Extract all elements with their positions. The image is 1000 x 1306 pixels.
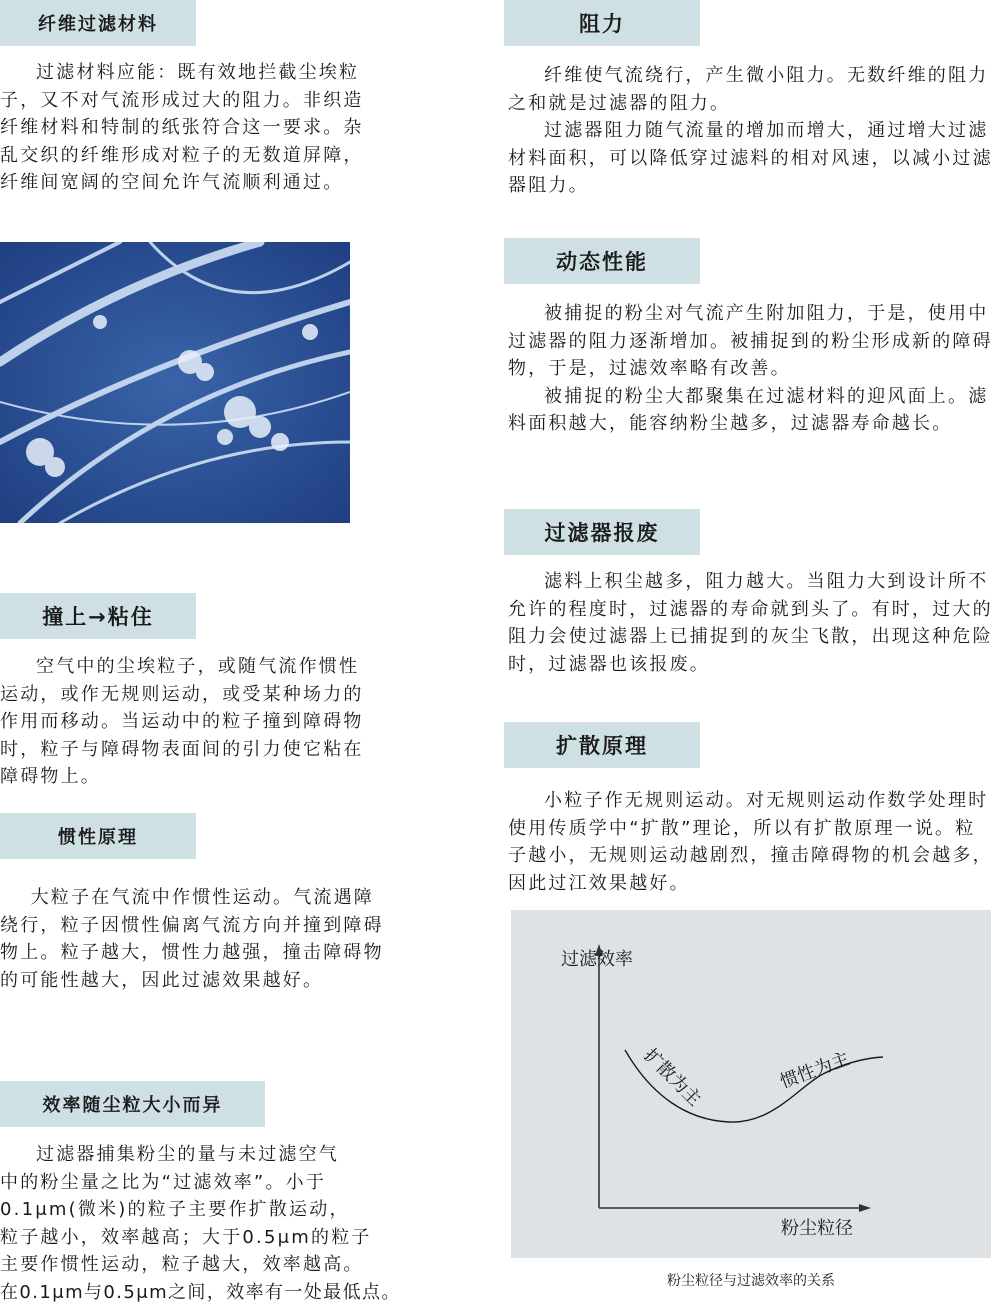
- paragraph: 小粒子作无规则运动。对无规则运动作数学处理时使用传质学中“扩散”理论，所以有扩散原理一说。粒子越小，无规则运动越剧烈，撞击障碍物的机会越多，因此过江效果越好。: [508, 787, 994, 897]
- section-title-impact: 撞上→粘住: [0, 593, 196, 639]
- text-line: 障碍物上。: [0, 763, 440, 791]
- paragraph: 过滤器阻力随气流量的增加而增大，通过增大过滤材料面积，可以降低穿过滤料的相对风速，以减小过滤器阻力。: [508, 117, 994, 200]
- efficiency-chart: [511, 910, 991, 1258]
- text-line: 绕行，粒子因惯性偏离气流方向并撞到障碍: [0, 912, 450, 940]
- annotation-diffusion: 扩散为主: [639, 1045, 705, 1111]
- annotation-inertia: 惯性为主: [778, 1048, 853, 1092]
- section-title-filter-material: 纤维过滤材料: [0, 0, 196, 46]
- efficiency-text: [0, 1141, 470, 1306]
- x-axis-label: 粉尘粒径: [781, 1218, 853, 1239]
- text-line: 0.1μm(微米)的粒子主要作扩散运动，: [0, 1196, 470, 1224]
- text-line: 主要作惯性运动，粒子越大，效率越高。: [0, 1251, 470, 1279]
- text-line: 过滤材料应能：既有效地拦截尘埃粒: [0, 59, 440, 87]
- scrap-text: [508, 568, 994, 678]
- paragraph: 被捕捉的粉尘大都聚集在过滤材料的迎风面上。滤料面积越大，能容纳粉尘越多，过滤器寿命越长。: [508, 383, 994, 438]
- section-title-efficiency: 效率随尘粒大小而异: [0, 1081, 265, 1127]
- section-title-dynamic: 动态性能: [504, 238, 700, 284]
- paragraph: 滤料上积尘越多，阻力越大。当阻力大到设计所不允许的程度时，过滤器的寿命就到头了。有时，过大的阻力会使过滤器上已捕捉到的灰尘飞散，出现这种危险时，过滤器也该报废。: [508, 568, 994, 678]
- section-title-diffusion: 扩散原理: [504, 722, 700, 768]
- text-line: 粒子越小，效率越高；大于0.5μm的粒子: [0, 1224, 470, 1252]
- impact-text: [0, 653, 440, 791]
- text-line: 大粒子在气流中作惯性运动。气流遇障: [0, 884, 450, 912]
- chart-caption: 粉尘粒径与过滤效率的关系: [511, 1270, 991, 1290]
- text-line: 的可能性越大，因此过滤效果越好。: [0, 967, 450, 995]
- text-line: 时，粒子与障碍物表面间的引力使它粘在: [0, 736, 440, 764]
- filter-material-text: [0, 59, 440, 197]
- paragraph: 纤维使气流绕行，产生微小阻力。无数纤维的阻力之和就是过滤器的阻力。: [508, 62, 994, 117]
- text-line: 乱交织的纤维形成对粒子的无数道屏障，: [0, 142, 440, 170]
- text-line: 空气中的尘埃粒子，或随气流作惯性: [0, 653, 440, 681]
- diffusion-text: [508, 787, 994, 897]
- dynamic-text: [508, 300, 994, 438]
- section-title-resistance: 阻力: [504, 0, 700, 46]
- section-title-inertia: 惯性原理: [0, 813, 196, 859]
- text-line: 纤维材料和特制的纸张符合这一要求。杂: [0, 114, 440, 142]
- text-line: 子，又不对气流形成过大的阻力。非织造: [0, 87, 440, 115]
- text-line: 纤维间宽阔的空间允许气流顺利通过。: [0, 169, 440, 197]
- text-line: 作用而移动。当运动中的粒子撞到障碍物: [0, 708, 440, 736]
- paragraph: 被捕捉的粉尘对气流产生附加阻力，于是，使用中过滤器的阻力逐渐增加。被捕捉到的粉尘形成新的障碍物，于是，过滤效率略有改善。: [508, 300, 994, 383]
- fiber-micrograph-image: [0, 242, 350, 523]
- text-line: 物上。粒子越大，惯性力越强，撞击障碍物: [0, 939, 450, 967]
- text-line: 运动，或作无规则运动，或受某种场力的: [0, 681, 440, 709]
- chart-svg: [511, 910, 991, 1258]
- text-line: 中的粉尘量之比为“过滤效率”。小于: [0, 1169, 470, 1197]
- resistance-text: [508, 62, 994, 200]
- inertia-text: [0, 884, 450, 994]
- x-axis-arrow: [859, 1204, 871, 1212]
- y-axis-label: 过滤效率: [561, 949, 633, 970]
- section-title-scrap: 过滤器报废: [504, 509, 700, 555]
- text-line: 在0.1μm与0.5μm之间，效率有一处最低点。: [0, 1279, 470, 1306]
- text-line: 过滤器捕集粉尘的量与未过滤空气: [0, 1141, 470, 1169]
